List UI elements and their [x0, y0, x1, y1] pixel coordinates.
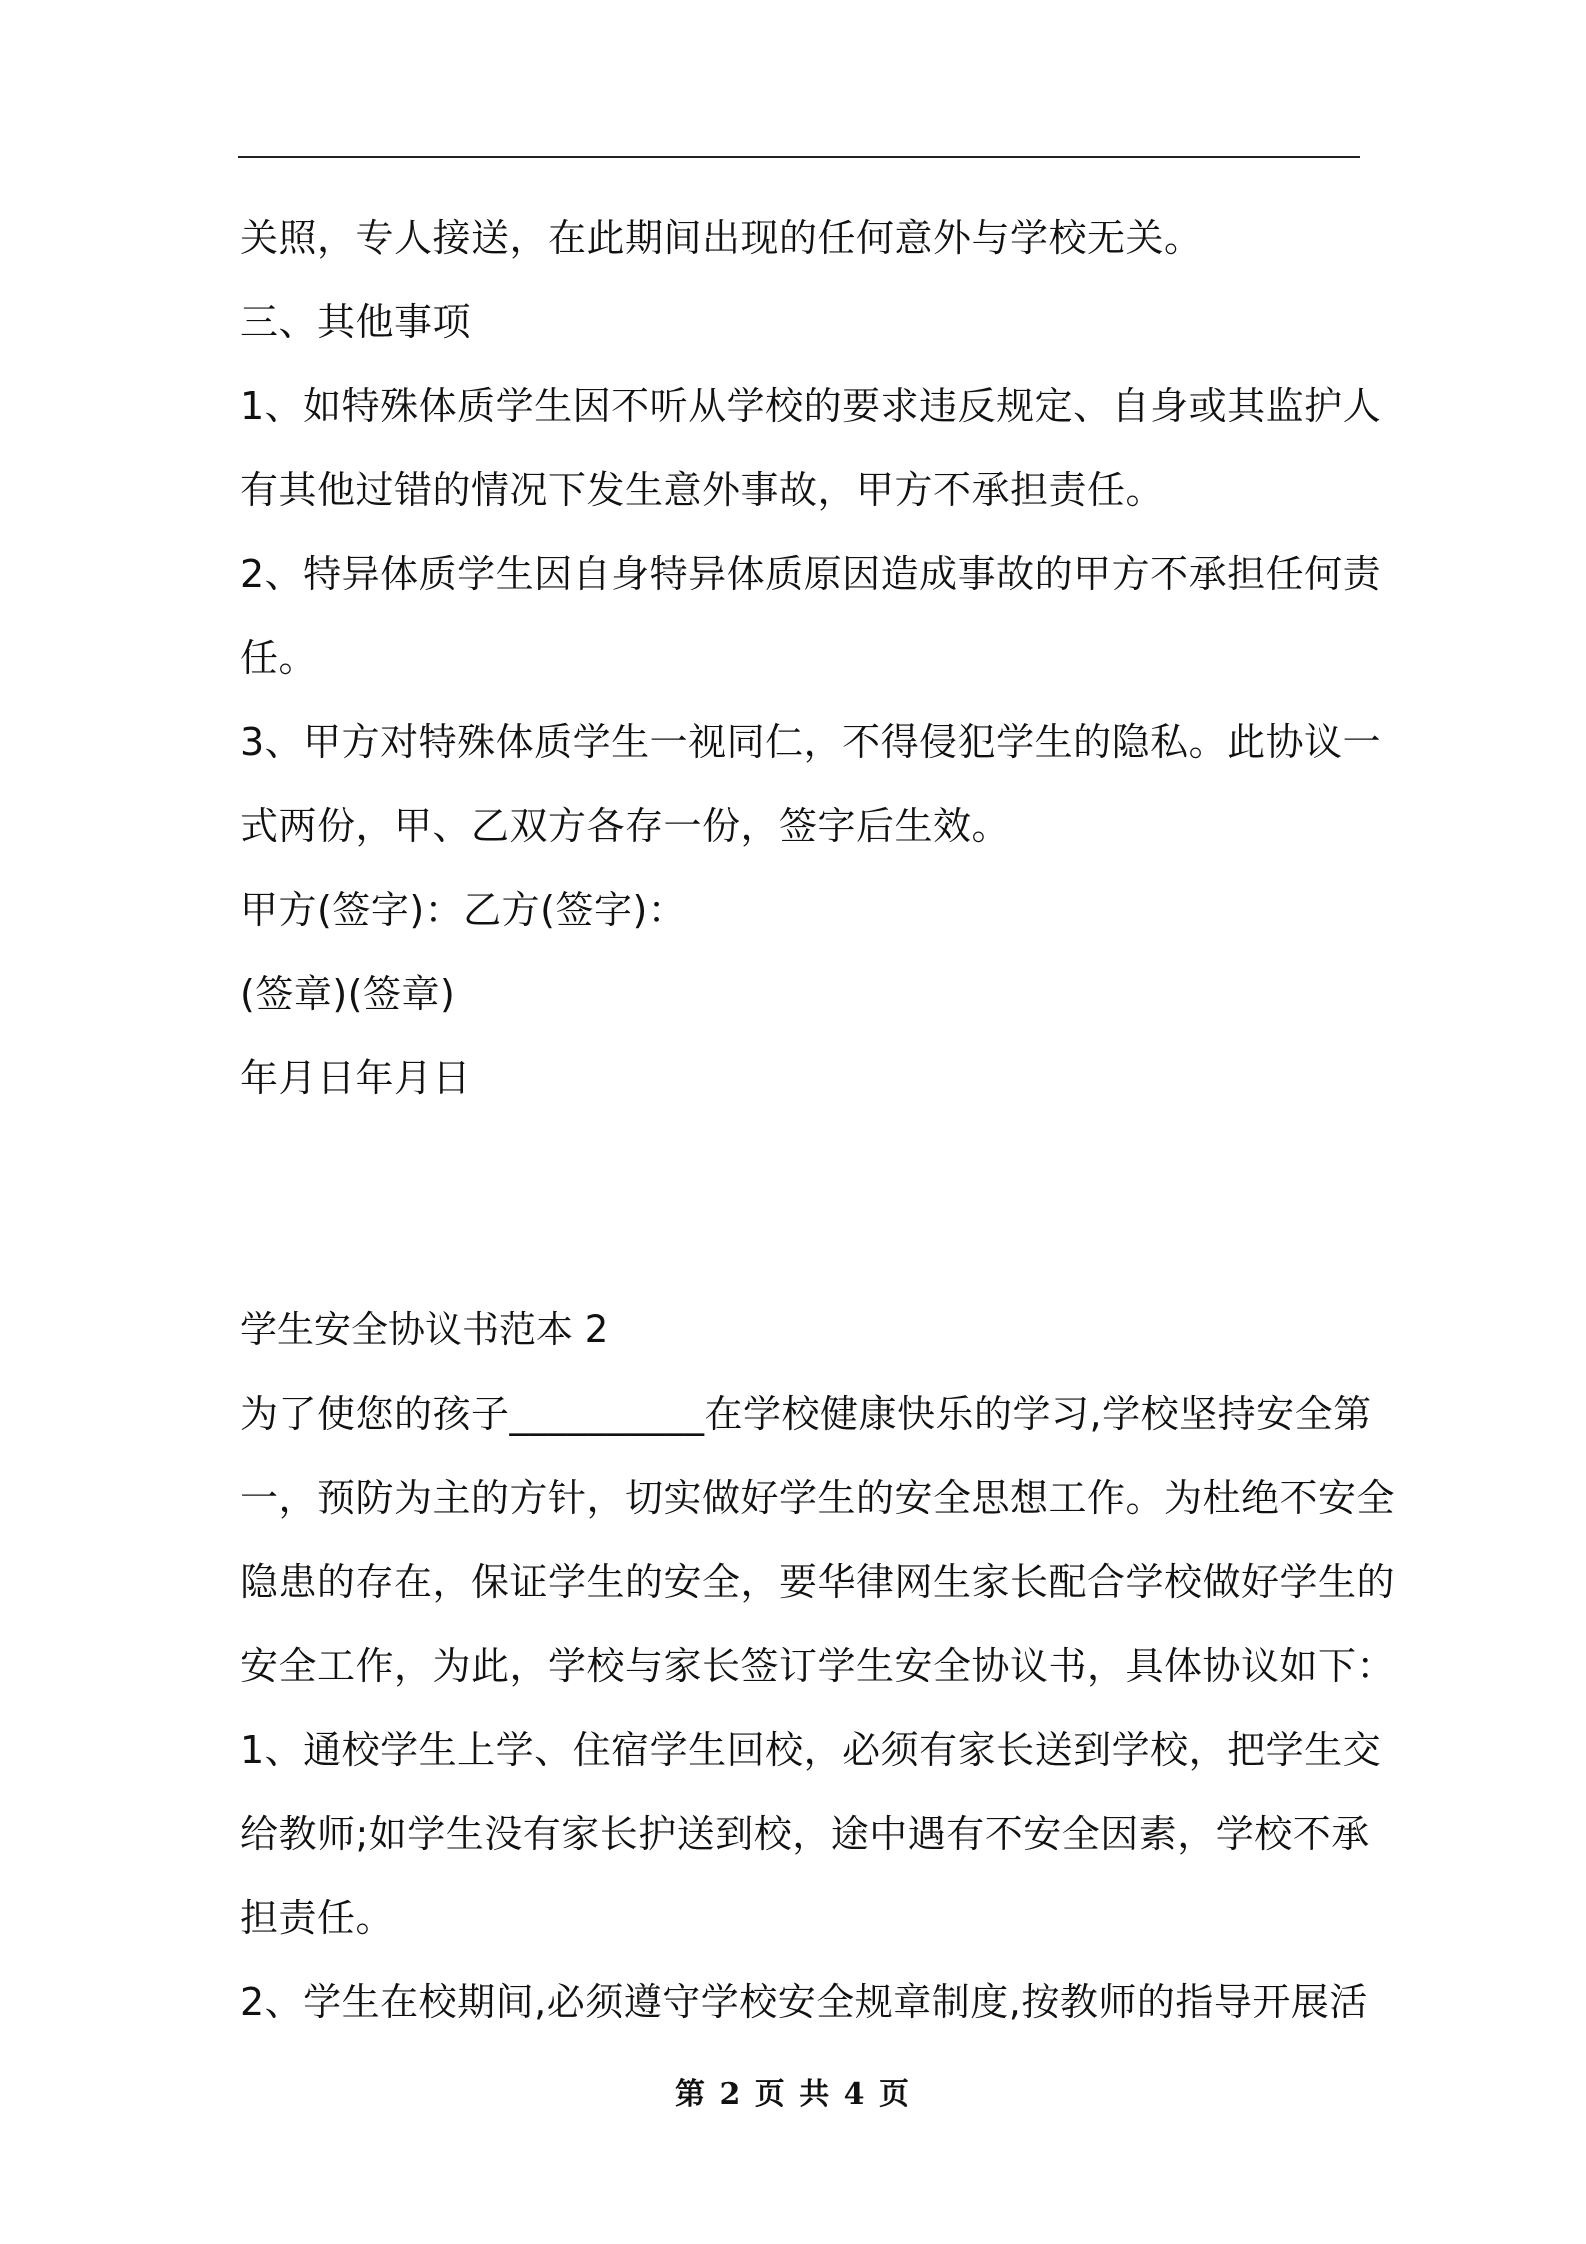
section-title: 学生安全协议书范本 2	[240, 1308, 609, 1351]
section-template-2	[240, 1288, 1396, 2044]
paragraph-line: 关照，专人接送，在此期间出现的任何意外与学校无关。	[240, 216, 1203, 260]
date-line: 年月日年月日	[240, 1056, 472, 1100]
paragraph-line: 式两份，甲、乙双方各存一份，签字后生效。	[240, 804, 1011, 848]
page-number: 第 2 页 共 4 页	[675, 2077, 911, 2112]
paragraph-line: 1、如特殊体质学生因不听从学校的要求违反规定、自身或其监护人	[240, 384, 1382, 428]
paragraph-line: 1、通校学生上学、住宿学生回校，必须有家长送到学校，把学生交	[240, 1728, 1382, 1772]
paragraph-line: 给教师;如学生没有家长护送到校，途中遇有不安全因素，学校不承	[240, 1812, 1370, 1856]
section-heading-other-matters: 三、其他事项	[240, 300, 472, 344]
header-rule	[238, 156, 1360, 158]
paragraph-line: 为了使您的孩子__________在学校健康快乐的学习,学校坚持安全第	[240, 1392, 1372, 1436]
signature-line: 甲方(签字)：乙方(签字)：	[240, 888, 687, 932]
section-previous-agreement	[240, 196, 1382, 1120]
paragraph-line: 安全工作，为此，学校与家长签订学生安全协议书，具体协议如下：	[240, 1644, 1396, 1688]
paragraph-line: 2、特异体质学生因自身特异体质原因造成事故的甲方不承担任何责	[240, 552, 1382, 596]
paragraph-line: 任。	[240, 636, 318, 680]
seal-line: (签章)(签章)	[240, 972, 456, 1016]
paragraph-line: 担责任。	[240, 1896, 395, 1940]
paragraph-line: 一，预防为主的方针，切实做好学生的安全思想工作。为杜绝不安全	[240, 1476, 1396, 1520]
paragraph-line: 有其他过错的情况下发生意外事故，甲方不承担责任。	[240, 468, 1165, 512]
document-body	[240, 196, 1396, 2044]
paragraph-line: 2、学生在校期间,必须遵守学校安全规章制度,按教师的指导开展活	[240, 1980, 1368, 2024]
section-gap	[240, 1120, 1362, 1288]
paragraph-line: 3、甲方对特殊体质学生一视同仁，不得侵犯学生的隐私。此协议一	[240, 720, 1382, 764]
paragraph-line: 隐患的存在，保证学生的安全，要华律网生家长配合学校做好学生的	[240, 1560, 1396, 1604]
